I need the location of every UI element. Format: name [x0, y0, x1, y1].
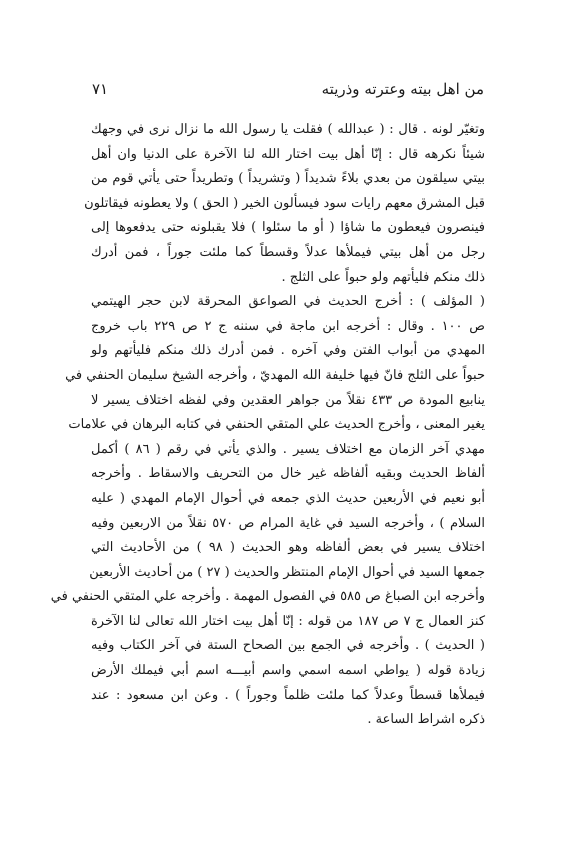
text-line: ( المؤلف ) : أخرج الحديث في الصواعق المحرقة لابن حجر الهيتمي: [91, 294, 485, 310]
text-line: قبل المشرق معهم رايات سود فيسألون الخير ( الحق ) ولا يعطونه فيقاتلون: [84, 195, 485, 211]
text-line: ينابيع المودة ص ٤٣٣ نقلاً من جواهر العقدين وفي لفظه اختلاف يسير لا: [91, 392, 485, 408]
text-line: اختلاف يسير في بعض ألفاظه وهو الحديث ( ٩٨ ) من الأحاديث التي: [91, 540, 485, 556]
text-line: أبو نعيم في الأربعين حديث الذي جمعه في أحوال الإمام المهدي ( عليه: [91, 490, 485, 506]
page-number: ٧١: [92, 80, 109, 98]
hadith-paragraph: [84, 118, 485, 290]
text-line: يغير المعنى ، وأخرج الحديث علي المتقي الحنفي في كتابه البرهان في علامات: [68, 417, 485, 433]
text-line: ألفاظ الحديث وبقيه ألفاظه غير خال من التحريف والاسقاط . وأخرجه: [91, 466, 485, 482]
text-line: ص ١٠٠ . وقال : أخرجه ابن ماجة في سننه ج ٢ ص ٢٢٩ باب خروج: [91, 318, 485, 334]
text-line: السلام ) ، وأخرجه السيد في غاية المرام ص ٥٧٠ نقلاً من الاربعين وفيه: [91, 515, 485, 531]
text-line: جمعها السيد في أحوال الإمام المنتظر والحديث ( ٢٧ ) من أحاديث الأربعين: [89, 564, 485, 580]
page-header: [92, 80, 484, 104]
text-line: رجل من أهل بيتي فيملأها عدلاً وقسطاً كما ملئت جوراً ، فمن أدرك: [91, 244, 485, 260]
running-title: من اهل بيته وعترته وذريته: [321, 80, 484, 98]
text-line: بيتي سيلقون من بعدي بلاءً شديداً ( وتشريداً ) وتطريداً حتى يأتي قوم من: [91, 171, 485, 187]
text-line: شيئاً نكرهه قال : إنّا أهل بيت اختار الله لنا الآخرة على الدنيا وان أهل: [91, 146, 485, 162]
author-commentary-paragraph: [50, 290, 486, 733]
text-line: كنز العمال ج ٧ ص ١٨٧ من قوله : إنّا أهل بيت اختار الله تعالى لنا الآخرة: [91, 613, 486, 629]
text-line: فينصرون فيعطون ما شاؤا ( أو ما سئلوا ) فلا يقبلونه حتى يدفعوها إلى: [91, 220, 485, 236]
text-line: ذكره اشراط الساعة .: [367, 712, 485, 728]
text-line: ( الحديث ) . وأخرجه في الجمع بين الصحاح الستة في آخر الكتاب وفيه: [91, 638, 485, 654]
text-line: المهدي من أبواب الفتن وفي آخره . فمن أدرك ذلك منكم فليأتهم ولو: [91, 343, 485, 359]
text-line: ذلك منكم فليأتهم ولو حبواً على الثلج .: [281, 269, 485, 285]
text-line: زيادة قوله ( يواطي اسمه اسمي واسم أبيـــه اسم أبي فيملك الأرض: [91, 663, 485, 679]
text-line: وأخرجه ابن الصباغ ص ٥٨٥ في الفصول المهمة . وأخرجه علي المتقي الحنفي في: [50, 589, 485, 605]
text-line: حبواً على الثلج فانّ فيها خليفة الله المهديّ ، وأخرجه الشيخ سليمان الحنفي في: [65, 367, 485, 383]
text-line: فيملأها قسطاً وعدلاً كما ملئت ظلماً وجوراً ) . وعن ابن مسعود : عند: [91, 687, 485, 703]
text-line: مهدي آخر الزمان مع اختلاف يسير . والذي يأتي في رقم ( ٨٦ ) أكمل: [91, 441, 486, 457]
text-line: وتغيّر لونه . قال : ( عبدالله ) فقلت يا رسول الله ما نزال نرى في وجهك: [91, 122, 485, 137]
body-text: [50, 118, 486, 733]
